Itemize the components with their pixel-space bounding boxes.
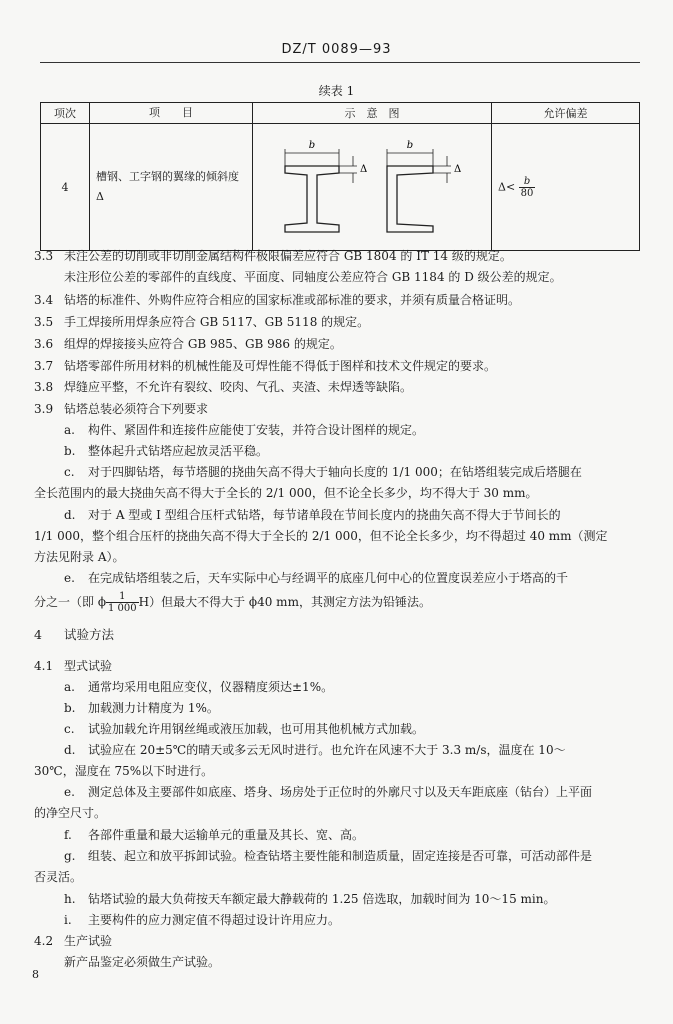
e-fraction: $\frac{1}{1 000}$ — [108, 591, 137, 614]
clause-3-9: 3.9 钻塔总装必须符合下列要求 — [34, 402, 209, 416]
table-header-row — [41, 103, 640, 124]
width-label-1: b — [308, 139, 316, 151]
clause-3-7: 3.7 钻塔零部件所用材料的机械性能及可焊性能不得低于图样和技术文件规定的要求。 — [34, 359, 497, 373]
row-tolerance — [492, 124, 640, 251]
clause-4-1-b: b. 加载测力计精度为 1%。 — [64, 701, 219, 715]
clause-3-9-d-continued: 1/1 000，整个组合压杆的挠曲矢高不得大于全长的 2/1 000，但不论全长多少，均不得超过 40 mm（测定 — [34, 529, 608, 543]
tolerance-fraction — [519, 176, 536, 199]
row-number: 4 — [41, 124, 90, 251]
clause-3-8: 3.8 焊缝应平整，不允许有裂纹、咬肉、气孔、夹渣、未焊透等缺陷。 — [34, 380, 413, 394]
clause-3-9-a: a. 构件、紧固件和连接件应能使丁安装，并符合设计图样的规定。 — [64, 423, 425, 437]
tolerance-table — [40, 102, 640, 251]
header-figure: 示 意 图 — [253, 103, 492, 124]
header-item: 项 目 — [90, 103, 253, 124]
clause-4-1: 4.1 型式试验 — [34, 659, 113, 673]
clause-4-1-h: h. 钻塔试验的最大负荷按天车额定最大静载荷的 1.25 倍选取，加载时间为 10～15 min。 — [64, 892, 556, 906]
tolerance-numerator: b — [519, 176, 536, 188]
clause-4-1-g-continued: 否灵活。 — [34, 870, 83, 884]
header-item-no: 项次 — [41, 103, 90, 124]
row-figure — [253, 124, 492, 251]
width-label-2: b — [406, 139, 414, 151]
clause-4-1-c: c. 试验加载允许用钢丝绳或液压加载，也可用其他机械方式加载。 — [64, 722, 425, 736]
section-4-heading: 4 试验方法 — [34, 627, 115, 642]
clause-4-1-a: a. 通常均采用电阻应变仪，仪器精度须达±1%。 — [64, 680, 334, 694]
delta-label-1: Δ — [360, 163, 368, 175]
clause-3-9-c-continued: 全长范围内的最大挠曲矢高不得大于全长的 2/1 000，但不论全长多少，均不得大于 30 mm。 — [34, 486, 538, 500]
delta-label-2: Δ — [454, 163, 462, 175]
clause-4-1-e-continued: 的净空尺寸。 — [34, 806, 107, 820]
clause-4-2: 4.2 生产试验 — [34, 934, 113, 948]
tolerance-denominator: 80 — [520, 187, 534, 199]
clause-3-9-b: b. 整体起升式钻塔应起放灵活平稳。 — [64, 444, 269, 458]
clause-3-9-e: e. 在完成钻塔组装之后，天车实际中心与经调平的底座几何中心的位置度误差应小于塔高的千 — [64, 571, 569, 585]
clause-3-5: 3.5 手工焊接所用焊条应符合 GB 5117、GB 5118 的规定。 — [34, 315, 370, 329]
clause-4-1-d: d. 试验应在 20±5℃的晴天或多云无风时进行。也允许在风速不大于 3.3 m/s，温度在 10～ — [64, 743, 566, 757]
clause-3-9-c: c. 对于四脚钻塔，每节塔腿的挠曲矢高不得大于轴向长度的 1/1 000；在钻塔组装完成后塔腿在 — [64, 465, 582, 479]
table-caption: 续表 1 — [318, 84, 355, 98]
clause-4-1-i: i. 主要构件的应力测定值不得超过设计许用应力。 — [64, 913, 341, 927]
row-item-text: 槽钢、工字钢的翼缘的倾斜度 Δ — [90, 124, 253, 251]
clause-4-1-e: e. 测定总体及主要部件如底座、塔身、场房处于正位时的外廓尺寸以及天车距底座（钻台）上平面 — [64, 785, 593, 799]
header-rule — [40, 62, 640, 63]
clause-4-1-g: g. 组装、起立和放平拆卸试验。检查钻塔主要性能和制造质量，固定连接是否可靠，可活动部件是 — [64, 849, 593, 863]
document-code: DZ/T 0089—93 — [281, 42, 392, 57]
clause-3-9-d-continued-2: 方法见附录 A）。 — [34, 550, 125, 564]
flange-tilt-diagram — [257, 131, 487, 241]
table-row — [41, 124, 640, 251]
page-number: 8 — [32, 968, 39, 981]
clause-4-1-d-continued: 30℃，湿度在 75%以下时进行。 — [34, 764, 214, 778]
clause-4-1-f: f. 各部件重量和最大运输单元的重量及其长、宽、高。 — [64, 828, 365, 842]
clause-3-9-d: d. 对于 A 型或 I 型组合压杆式钻塔，每节诸单段在节间长度内的挠曲矢高不得大于节间长的 — [64, 508, 561, 522]
header-tolerance: 允许偏差 — [492, 103, 640, 124]
clause-4-2-body: 新产品鉴定必须做生产试验。 — [64, 955, 221, 969]
clause-3-9-e-continued: 分之一（即 ϕ $\frac{1}{1 000}$ H）但最大不得大于 ϕ40 mm，其测定方法为铅锤法。 — [34, 591, 431, 614]
clause-3-3-continued: 未注形位公差的零部件的直线度、平面度、同轴度公差应符合 GB 1184 的 D 级公差的规定。 — [64, 270, 562, 284]
clause-3-4: 3.4 钻塔的标准件、外购件应符合相应的国家标准或部标准的要求，并须有质量合格证明。 — [34, 293, 521, 307]
clause-3-6: 3.6 组焊的焊接接头应符合 GB 985、GB 986 的规定。 — [34, 337, 342, 351]
tolerance-prefix: Δ< — [498, 180, 516, 193]
clause-3-3: 3.3 未注公差的切削或非切削金属结构件极限偏差应符合 GB 1804 的 IT 14 级的规定。 — [34, 249, 512, 263]
